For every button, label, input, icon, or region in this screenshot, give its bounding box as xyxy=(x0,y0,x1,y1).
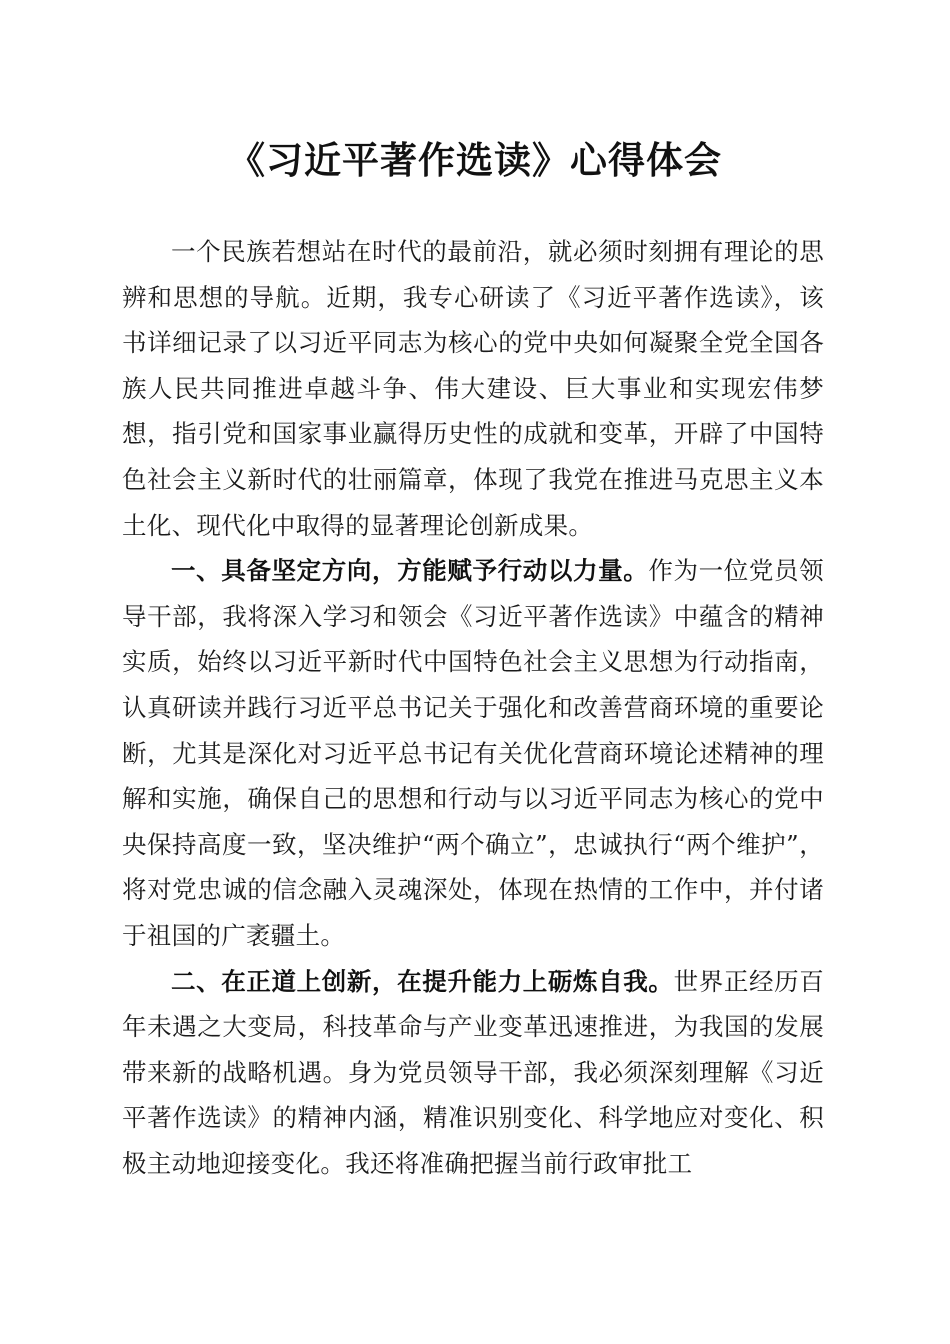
document-title: 《习近平著作选读》心得体会 xyxy=(228,138,722,182)
document-body xyxy=(122,229,824,1186)
paragraph-text: 作为一位党员领导干部，我将深入学习和领会《习近平著作选读》中蕴含的精神实质，始终以习近平新时代中国特色社会主义思想为行动指南，认真研读并践行习近平总书记关于强化和改善营商环境的重要论断，尤其是深化对习近平总书记有关优化营商环境论述精神的理解和实施，确保自己的思想和行动与以习近平同志为核心的党中央保持高度一致，坚决维护“两个确立”，忠诚执行“两个维护”，将对党忠诚的信念融入灵魂深处，体现在热情的工作中，并付诸于祖国的广袤疆土。 xyxy=(122,556,824,950)
paragraph-intro xyxy=(122,229,824,548)
paragraph-text: 一个民族若想站在时代的最前沿，就必须时刻拥有理论的思辨和思想的导航。近期，我专心研读了《习近平著作选读》，该书详细记录了以习近平同志为核心的党中央如何凝聚全党全国各族人民共同推进卓越斗争、伟大建设、巨大事业和实现宏伟梦想，指引党和国家事业赢得历史性的成就和变革，开辟了中国特色社会主义新时代的壮丽篇章，体现了我党在推进马克思主义本土化、现代化中取得的显著理论创新成果。 xyxy=(122,237,824,540)
paragraph-text: 世界正经历百年未遇之大变局，科技革命与产业变革迅速推进，为我国的发展带来新的战略机遇。身为党员领导干部，我必须深刻理解《习近平著作选读》的精神内涵，精准识别变化、科学地应对变化、积极主动地迎接变化。我还将准确把握当前行政审批工 xyxy=(122,966,824,1178)
section-1-heading: 一、具备坚定方向，方能赋予行动以力量。 xyxy=(171,556,649,586)
section-2-heading: 二、在正道上创新，在提升能力上砺炼自我。 xyxy=(171,966,674,996)
paragraph-section-1 xyxy=(122,548,824,958)
paragraph-section-2 xyxy=(122,959,824,1187)
